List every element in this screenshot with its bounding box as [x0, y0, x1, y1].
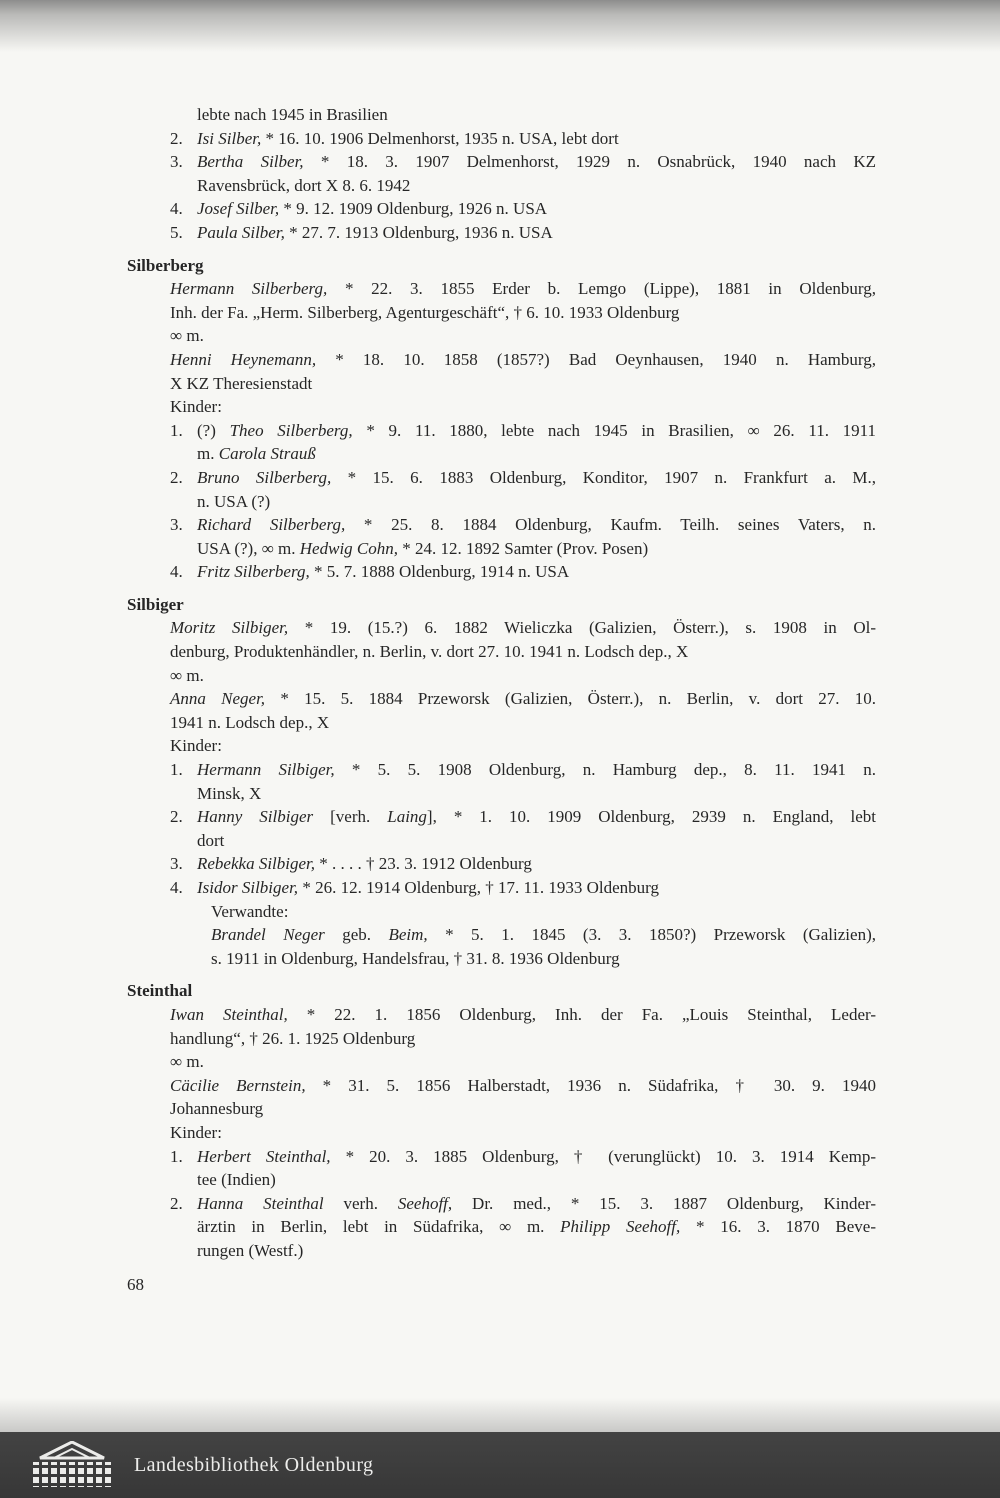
entry-paragraph — [127, 395, 876, 419]
text-segment: Kinder: — [170, 736, 222, 756]
text-segment: denburg, Produktenhändler, n. Berlin, v. dort 27. 10. 1941 n. Lodsch dep., X — [170, 642, 689, 662]
item-number: 1. — [170, 1146, 183, 1166]
entry-paragraph — [127, 1121, 876, 1145]
item-number: 2. — [170, 1193, 183, 1213]
entry-paragraph — [127, 734, 876, 758]
text-line — [197, 103, 876, 127]
entry-item — [127, 1192, 876, 1263]
text-segment: Brandel Neger — [211, 925, 325, 945]
text-segment: USA (?), ∞ m. — [197, 538, 300, 558]
text-line — [197, 442, 876, 466]
text-segment: * 5. 7. 1888 Oldenburg, 1914 n. USA — [309, 562, 570, 582]
entry-item — [127, 758, 876, 805]
text-line — [197, 852, 876, 876]
text-segment: tee (Indien) — [197, 1170, 276, 1190]
text-segment: X KZ Theresienstadt — [170, 373, 313, 393]
text-segment: ], * 1. 10. 1909 Oldenburg, 2939 n. England, lebt — [426, 807, 876, 827]
item-number: 3. — [170, 515, 183, 535]
item-number: 1. — [170, 760, 183, 780]
text-segment: Hanna Steinthal — [197, 1193, 324, 1213]
text-segment: Beim, — [388, 925, 428, 945]
text-segment: * 16. 10. 1906 Delmenhorst, 1935 n. USA, lebt dort — [261, 128, 619, 148]
text-line — [197, 1145, 876, 1169]
text-segment: * 18. 10. 1858 (1857?) Bad Oeynhausen, 1940 n. Hamburg, — [316, 349, 876, 369]
text-line — [170, 277, 876, 301]
library-name: Landesbibliothek Oldenburg — [134, 1453, 374, 1476]
library-building-icon — [24, 1441, 120, 1489]
text-segment: * 5. 1. 1845 (3. 3. 1850?) Przeworsk (Galizien), — [427, 925, 876, 945]
family-name-heading: Silbiger — [127, 594, 184, 614]
text-segment: Fritz Silberberg, — [197, 562, 310, 582]
scan-edge-top — [0, 0, 1000, 52]
text-line — [197, 174, 876, 198]
text-line — [170, 711, 876, 735]
document-body — [127, 103, 876, 1263]
text-line — [197, 490, 876, 514]
text-line — [197, 805, 876, 829]
item-number: 4. — [170, 199, 183, 219]
text-segment: * 20. 3. 1885 Oldenburg, † (verunglückt) 10. 3. 1914 Kemp- — [330, 1146, 876, 1166]
text-segment: Carola Strauß — [218, 444, 316, 464]
text-line — [170, 734, 876, 758]
family-name-heading: Steinthal — [127, 981, 193, 1001]
text-segment: rungen (Westf.) — [197, 1240, 304, 1260]
entry-paragraph — [127, 348, 876, 395]
text-segment: Herbert Steinthal, — [197, 1146, 331, 1166]
text-line — [197, 560, 876, 584]
text-line — [197, 466, 876, 490]
entry-item — [127, 1145, 876, 1192]
text-line — [170, 1003, 876, 1027]
text-segment: * . . . . † 23. 3. 1912 Oldenburg — [315, 854, 532, 874]
entry-item — [127, 852, 876, 876]
text-line — [197, 150, 876, 174]
item-number: 4. — [170, 878, 183, 897]
text-segment: Henni Heynemann, — [170, 349, 317, 369]
text-line — [170, 348, 876, 372]
text-segment: * 25. 8. 1884 Oldenburg, Kaufm. Teilh. seines Vaters, n. — [345, 515, 876, 535]
family-name-heading: Silberberg — [127, 255, 204, 275]
text-segment: Kinder: — [170, 397, 222, 417]
text-segment: * 22. 1. 1856 Oldenburg, Inh. der Fa. „Louis Steinthal, Leder- — [287, 1004, 876, 1024]
text-line — [197, 513, 876, 537]
text-line — [197, 1215, 876, 1239]
entry-section — [127, 979, 876, 1262]
item-number: 4. — [170, 562, 183, 582]
text-segment: Cäcilie Bernstein, — [170, 1075, 306, 1095]
text-segment: Richard Silberberg, — [197, 515, 346, 535]
text-segment: verh. — [323, 1193, 398, 1213]
text-line — [197, 1168, 876, 1192]
text-segment: [verh. — [313, 807, 388, 827]
text-segment: Johannesburg — [170, 1099, 264, 1119]
text-segment: Verwandte: — [211, 901, 289, 921]
entry-section — [127, 254, 876, 584]
text-line — [170, 1097, 876, 1121]
entry-item — [127, 127, 876, 151]
text-segment: Minsk, X — [197, 783, 262, 803]
entry-item — [127, 466, 876, 513]
text-segment: ∞ m. — [170, 665, 204, 685]
text-segment: n. USA (?) — [197, 491, 271, 511]
text-segment: Hedwig Cohn, — [299, 538, 399, 558]
item-number: 2. — [170, 128, 183, 148]
text-line — [170, 301, 876, 325]
text-segment: ∞ m. — [170, 1052, 204, 1072]
text-segment: * 9. 11. 1880, lebte nach 1945 in Brasilien, ∞ 26. 11. 1911 — [352, 420, 876, 440]
text-segment: * 15. 5. 1884 Przeworsk (Galizien, Österr.), n. Berlin, v. dort 27. 10. — [265, 689, 876, 709]
text-segment: * 9. 12. 1909 Oldenburg, 1926 n. USA — [279, 199, 548, 219]
text-segment: Inh. der Fa. „Herm. Silberberg, Agenturgeschäft“, † 6. 10. 1933 Oldenburg — [170, 302, 680, 322]
text-line — [170, 1121, 876, 1145]
text-segment: handlung“, † 26. 1. 1925 Oldenburg — [170, 1028, 416, 1048]
text-segment: Josef Silber, — [197, 199, 280, 219]
text-line — [211, 900, 876, 924]
text-segment: Isidor Silbiger, — [197, 878, 299, 897]
entry-item — [127, 560, 876, 584]
text-line — [170, 640, 876, 664]
text-segment: Theo Silberberg, — [229, 420, 353, 440]
entry-paragraph — [127, 1003, 876, 1074]
entry-item — [127, 221, 876, 245]
text-segment: Isi Silber, — [197, 128, 262, 148]
text-line — [197, 829, 876, 853]
text-line — [197, 197, 876, 221]
text-segment: lebte nach 1945 in Brasilien — [197, 105, 388, 124]
library-watermark-bar — [0, 1432, 1000, 1498]
text-line — [197, 876, 876, 900]
text-segment: * 19. (15.?) 6. 1882 Wieliczka (Galizien, Österr.), s. 1908 in Ol- — [288, 618, 876, 638]
text-segment: (?) — [197, 420, 230, 440]
text-segment: s. 1911 in Oldenburg, Handelsfrau, † 31. 8. 1936 Oldenburg — [211, 948, 620, 968]
text-segment: * 15. 6. 1883 Oldenburg, Konditor, 1907 n. Frankfurt a. M., — [331, 467, 876, 487]
entry-paragraph — [127, 1074, 876, 1121]
entry-item — [127, 876, 876, 900]
text-segment: Bertha Silber, — [197, 152, 304, 172]
text-line — [197, 127, 876, 151]
text-segment: Kinder: — [170, 1122, 222, 1142]
text-segment: dort — [197, 830, 225, 850]
entry-paragraph — [127, 923, 876, 970]
text-segment: ∞ m. — [170, 326, 204, 346]
text-line — [170, 372, 876, 396]
entry-item — [127, 513, 876, 560]
text-line — [197, 758, 876, 782]
text-line — [170, 324, 876, 348]
text-line — [197, 782, 876, 806]
text-segment: Hermann Silberberg, — [170, 279, 328, 299]
text-line — [170, 1027, 876, 1051]
text-line — [170, 664, 876, 688]
text-line — [197, 221, 876, 245]
text-line — [170, 1050, 876, 1074]
text-line — [211, 947, 876, 971]
text-segment: * 16. 3. 1870 Beve- — [680, 1217, 877, 1237]
text-line — [170, 395, 876, 419]
entry-item — [127, 419, 876, 466]
document-content — [127, 103, 876, 1296]
text-line — [170, 687, 876, 711]
item-number: 1. — [170, 420, 183, 440]
entry-paragraph — [127, 687, 876, 734]
scan-edge-bottom — [0, 1398, 1000, 1432]
text-segment: * 31. 5. 1856 Halberstadt, 1936 n. Südafrika, † 30. 9. 1940 — [305, 1075, 876, 1095]
text-segment: * 22. 3. 1855 Erder b. Lemgo (Lippe), 1881 in Oldenburg, — [327, 279, 876, 299]
text-segment: geb. — [324, 925, 389, 945]
text-segment: Paula Silber, — [197, 222, 285, 242]
text-segment: Dr. med., * 15. 3. 1887 Oldenburg, Kinder- — [452, 1193, 876, 1213]
entry-item — [127, 197, 876, 221]
text-segment: 1941 n. Lodsch dep., X — [170, 712, 330, 732]
text-segment: * 26. 12. 1914 Oldenburg, † 17. 11. 1933 Oldenburg — [298, 878, 659, 897]
text-segment: Ravensbrück, dort X 8. 6. 1942 — [197, 175, 411, 195]
text-segment: Iwan Steinthal, — [170, 1004, 288, 1024]
entry-section — [127, 593, 876, 971]
text-segment: Hanny Silbiger — [197, 807, 314, 827]
text-segment: ärztin in Berlin, lebt in Südafrika, ∞ m. — [197, 1217, 561, 1237]
text-line — [170, 1074, 876, 1098]
text-segment: Moritz Silbiger, — [170, 618, 289, 638]
entry-section — [127, 103, 876, 245]
text-line — [197, 1192, 876, 1216]
entry-item — [127, 150, 876, 197]
text-segment: * 5. 5. 1908 Oldenburg, n. Hamburg dep., 8. 11. 1941 n. — [334, 760, 876, 780]
entry-paragraph — [127, 616, 876, 687]
text-segment: Rebekka Silbiger, — [197, 854, 316, 874]
text-segment: m. — [197, 444, 219, 464]
text-line — [197, 1239, 876, 1263]
text-segment: Seehoff, — [397, 1193, 453, 1213]
entry-paragraph — [127, 103, 876, 127]
text-segment: Philipp Seehoff, — [560, 1217, 681, 1237]
text-segment: * 18. 3. 1907 Delmenhorst, 1929 n. Osnabrück, 1940 nach KZ — [303, 152, 876, 172]
entry-paragraph — [127, 277, 876, 348]
text-segment: * 24. 12. 1892 Samter (Prov. Posen) — [398, 538, 649, 558]
page-number: 68 — [127, 1274, 144, 1294]
text-segment: Anna Neger, — [170, 689, 266, 709]
entry-paragraph — [127, 900, 876, 924]
text-segment: * 27. 7. 1913 Oldenburg, 1936 n. USA — [284, 222, 553, 242]
item-number: 3. — [170, 854, 183, 874]
text-line — [197, 537, 876, 561]
item-number: 2. — [170, 807, 183, 827]
text-line — [211, 923, 876, 947]
item-number: 5. — [170, 222, 183, 242]
text-segment: Laing — [387, 807, 427, 827]
item-number: 3. — [170, 152, 183, 172]
item-number: 2. — [170, 467, 183, 487]
text-line — [197, 419, 876, 443]
text-line — [170, 616, 876, 640]
entry-item — [127, 805, 876, 852]
text-segment: Bruno Silberberg, — [197, 467, 332, 487]
text-segment: Hermann Silbiger, — [197, 760, 335, 780]
